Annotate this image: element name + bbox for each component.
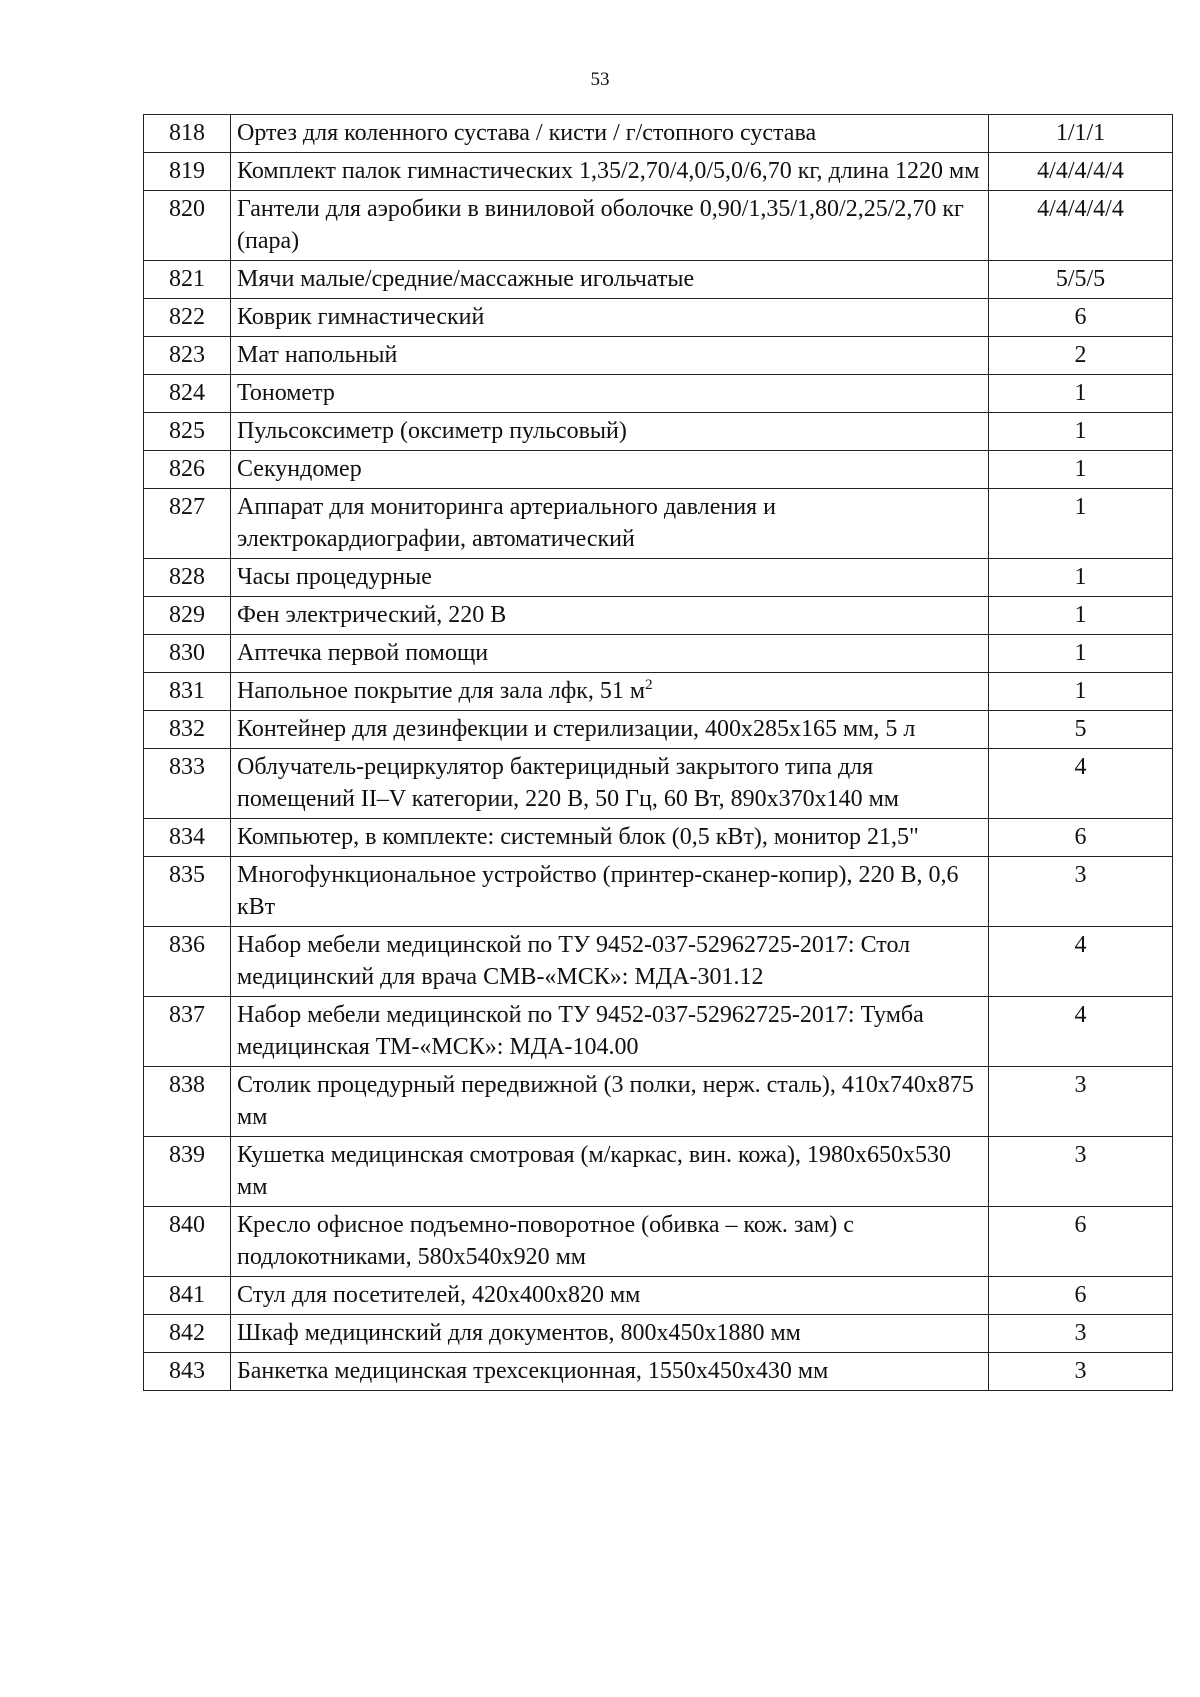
- row-number-cell: 841: [144, 1277, 231, 1315]
- quantity-cell: 4: [989, 749, 1173, 819]
- item-name-text: Кушетка медицинская смотровая (м/каркас, вин. кожа), 1980х650х530 мм: [237, 1142, 952, 1200]
- table-row: [144, 857, 1173, 927]
- item-name-text: Аптечка первой помощи: [237, 640, 489, 666]
- item-name-text: Мячи малые/средние/массажные игольчатые: [237, 266, 695, 292]
- table-row: [144, 673, 1173, 711]
- quantity-cell: 1: [989, 635, 1173, 673]
- item-name-cell: [231, 451, 989, 489]
- row-number-cell: 825: [144, 413, 231, 451]
- item-name-cell: [231, 927, 989, 997]
- item-name-cell: [231, 489, 989, 559]
- quantity-cell: 4/4/4/4/4: [989, 191, 1173, 261]
- quantity-cell: 3: [989, 1137, 1173, 1207]
- item-name-text: Кресло офисное подъемно-поворотное (обивка – кож. зам) с подлокотниками, 580х540х920 мм: [237, 1212, 854, 1270]
- item-name-text: Контейнер для дезинфекции и стерилизации, 400х285х165 мм, 5 л: [237, 716, 916, 742]
- table-row: [144, 597, 1173, 635]
- table-row: [144, 997, 1173, 1067]
- row-number-cell: 837: [144, 997, 231, 1067]
- item-name-cell: [231, 635, 989, 673]
- row-number-cell: 840: [144, 1207, 231, 1277]
- quantity-cell: 3: [989, 1315, 1173, 1353]
- table-row: [144, 1207, 1173, 1277]
- row-number-cell: 842: [144, 1315, 231, 1353]
- quantity-cell: 1: [989, 375, 1173, 413]
- row-number-cell: 824: [144, 375, 231, 413]
- item-name-text: Банкетка медицинская трехсекционная, 1550х450х430 мм: [237, 1358, 829, 1384]
- quantity-cell: 3: [989, 1353, 1173, 1391]
- item-name-cell: [231, 299, 989, 337]
- row-number-cell: 834: [144, 819, 231, 857]
- item-name-cell: [231, 1207, 989, 1277]
- item-name-cell: [231, 261, 989, 299]
- row-number-cell: 833: [144, 749, 231, 819]
- quantity-cell: 2: [989, 337, 1173, 375]
- quantity-cell: 6: [989, 1207, 1173, 1277]
- item-name-cell: [231, 1137, 989, 1207]
- item-name-cell: [231, 997, 989, 1067]
- table-row: [144, 1277, 1173, 1315]
- item-name-text: Часы процедурные: [237, 564, 432, 590]
- table-row: [144, 115, 1173, 153]
- item-name-cell: [231, 115, 989, 153]
- item-name-text: Облучатель-рециркулятор бактерицидный закрытого типа для помещений II–V категории, 220 В, 50 Гц, 60 Вт, 890х370х140 мм: [237, 754, 899, 812]
- table-row: [144, 489, 1173, 559]
- item-name-text: Мат напольный: [237, 342, 398, 368]
- table-row: [144, 559, 1173, 597]
- item-name-cell: [231, 559, 989, 597]
- row-number-cell: 836: [144, 927, 231, 997]
- unit-superscript: 2: [645, 677, 653, 693]
- row-number-cell: 831: [144, 673, 231, 711]
- quantity-cell: 4: [989, 997, 1173, 1067]
- item-name-text: Фен электрический, 220 В: [237, 602, 507, 628]
- item-name-text: Пульсоксиметр (оксиметр пульсовый): [237, 418, 627, 444]
- row-number-cell: 838: [144, 1067, 231, 1137]
- row-number-cell: 828: [144, 559, 231, 597]
- table-row: [144, 413, 1173, 451]
- item-name-cell: [231, 1353, 989, 1391]
- item-name-cell: [231, 153, 989, 191]
- quantity-cell: 1: [989, 451, 1173, 489]
- item-name-text: Комплект палок гимнастических 1,35/2,70/4,0/5,0/6,70 кг, длина 1220 мм: [237, 158, 980, 184]
- quantity-cell: 4: [989, 927, 1173, 997]
- row-number-cell: 829: [144, 597, 231, 635]
- table-row: [144, 261, 1173, 299]
- item-name-cell: [231, 375, 989, 413]
- quantity-cell: 1: [989, 413, 1173, 451]
- row-number-cell: 823: [144, 337, 231, 375]
- quantity-cell: 3: [989, 1067, 1173, 1137]
- page-number: 53: [590, 69, 610, 90]
- item-name-text: Напольное покрытие для зала лфк, 51 м: [237, 678, 646, 704]
- item-name-text: Коврик гимнастический: [237, 304, 485, 330]
- item-name-cell: [231, 413, 989, 451]
- item-name-cell: [231, 337, 989, 375]
- item-name-text: Аппарат для мониторинга артериального давления и электрокардиографии, автоматический: [237, 494, 776, 552]
- row-number-cell: 843: [144, 1353, 231, 1391]
- item-name-text: Набор мебели медицинской по ТУ 9452-037-52962725-2017: Тумба медицинская ТМ-«МСК»: МДА-104.00: [237, 1002, 924, 1060]
- table-row: [144, 819, 1173, 857]
- row-number-cell: 827: [144, 489, 231, 559]
- quantity-cell: 4/4/4/4/4: [989, 153, 1173, 191]
- table-row: [144, 749, 1173, 819]
- quantity-cell: 1/1/1: [989, 115, 1173, 153]
- quantity-cell: 1: [989, 673, 1173, 711]
- row-number-cell: 819: [144, 153, 231, 191]
- row-number-cell: 830: [144, 635, 231, 673]
- item-name-text: Стул для посетителей, 420х400х820 мм: [237, 1282, 641, 1308]
- table-row: [144, 711, 1173, 749]
- table-row: [144, 1353, 1173, 1391]
- quantity-cell: 1: [989, 559, 1173, 597]
- table-row: [144, 635, 1173, 673]
- quantity-cell: 3: [989, 857, 1173, 927]
- row-number-cell: 818: [144, 115, 231, 153]
- item-name-cell: [231, 597, 989, 635]
- item-name-cell: [231, 1067, 989, 1137]
- item-name-cell: [231, 749, 989, 819]
- row-number-cell: 821: [144, 261, 231, 299]
- quantity-cell: 6: [989, 1277, 1173, 1315]
- quantity-cell: 5/5/5: [989, 261, 1173, 299]
- item-name-cell: [231, 673, 989, 711]
- quantity-cell: 1: [989, 597, 1173, 635]
- table-row: [144, 299, 1173, 337]
- row-number-cell: 820: [144, 191, 231, 261]
- row-number-cell: 839: [144, 1137, 231, 1207]
- item-name-text: Столик процедурный передвижной (3 полки, нерж. сталь), 410х740х875 мм: [237, 1072, 974, 1130]
- row-number-cell: 822: [144, 299, 231, 337]
- item-name-text: Тонометр: [237, 380, 335, 406]
- item-name-cell: [231, 857, 989, 927]
- quantity-cell: 1: [989, 489, 1173, 559]
- quantity-cell: 6: [989, 299, 1173, 337]
- table-row: [144, 1137, 1173, 1207]
- row-number-cell: 835: [144, 857, 231, 927]
- table-row: [144, 375, 1173, 413]
- item-name-cell: [231, 711, 989, 749]
- table-row: [144, 337, 1173, 375]
- equipment-table: [143, 114, 1173, 1391]
- quantity-cell: 6: [989, 819, 1173, 857]
- table-row: [144, 1067, 1173, 1137]
- table-row: [144, 927, 1173, 997]
- quantity-cell: 5: [989, 711, 1173, 749]
- row-number-cell: 832: [144, 711, 231, 749]
- item-name-text: Компьютер, в комплекте: системный блок (0,5 кВт), монитор 21,5": [237, 824, 919, 850]
- table-row: [144, 451, 1173, 489]
- table-body: [144, 115, 1173, 1391]
- item-name-text: Многофункциональное устройство (принтер-сканер-копир), 220 В, 0,6 кВт: [237, 862, 959, 920]
- item-name-text: Набор мебели медицинской по ТУ 9452-037-52962725-2017: Стол медицинский для врача СМВ-«МСК»: МДА-301.12: [237, 932, 911, 990]
- item-name-cell: [231, 191, 989, 261]
- table-row: [144, 191, 1173, 261]
- item-name-text: Ортез для коленного сустава / кисти / г/стопного сустава: [237, 120, 817, 146]
- item-name-cell: [231, 1315, 989, 1353]
- table-row: [144, 1315, 1173, 1353]
- table-row: [144, 153, 1173, 191]
- item-name-text: Гантели для аэробики в виниловой оболочке 0,90/1,35/1,80/2,25/2,70 кг (пара): [237, 196, 964, 254]
- item-name-cell: [231, 819, 989, 857]
- item-name-cell: [231, 1277, 989, 1315]
- item-name-text: Шкаф медицинский для документов, 800х450х1880 мм: [237, 1320, 801, 1346]
- item-name-text: Секундомер: [237, 456, 362, 482]
- row-number-cell: 826: [144, 451, 231, 489]
